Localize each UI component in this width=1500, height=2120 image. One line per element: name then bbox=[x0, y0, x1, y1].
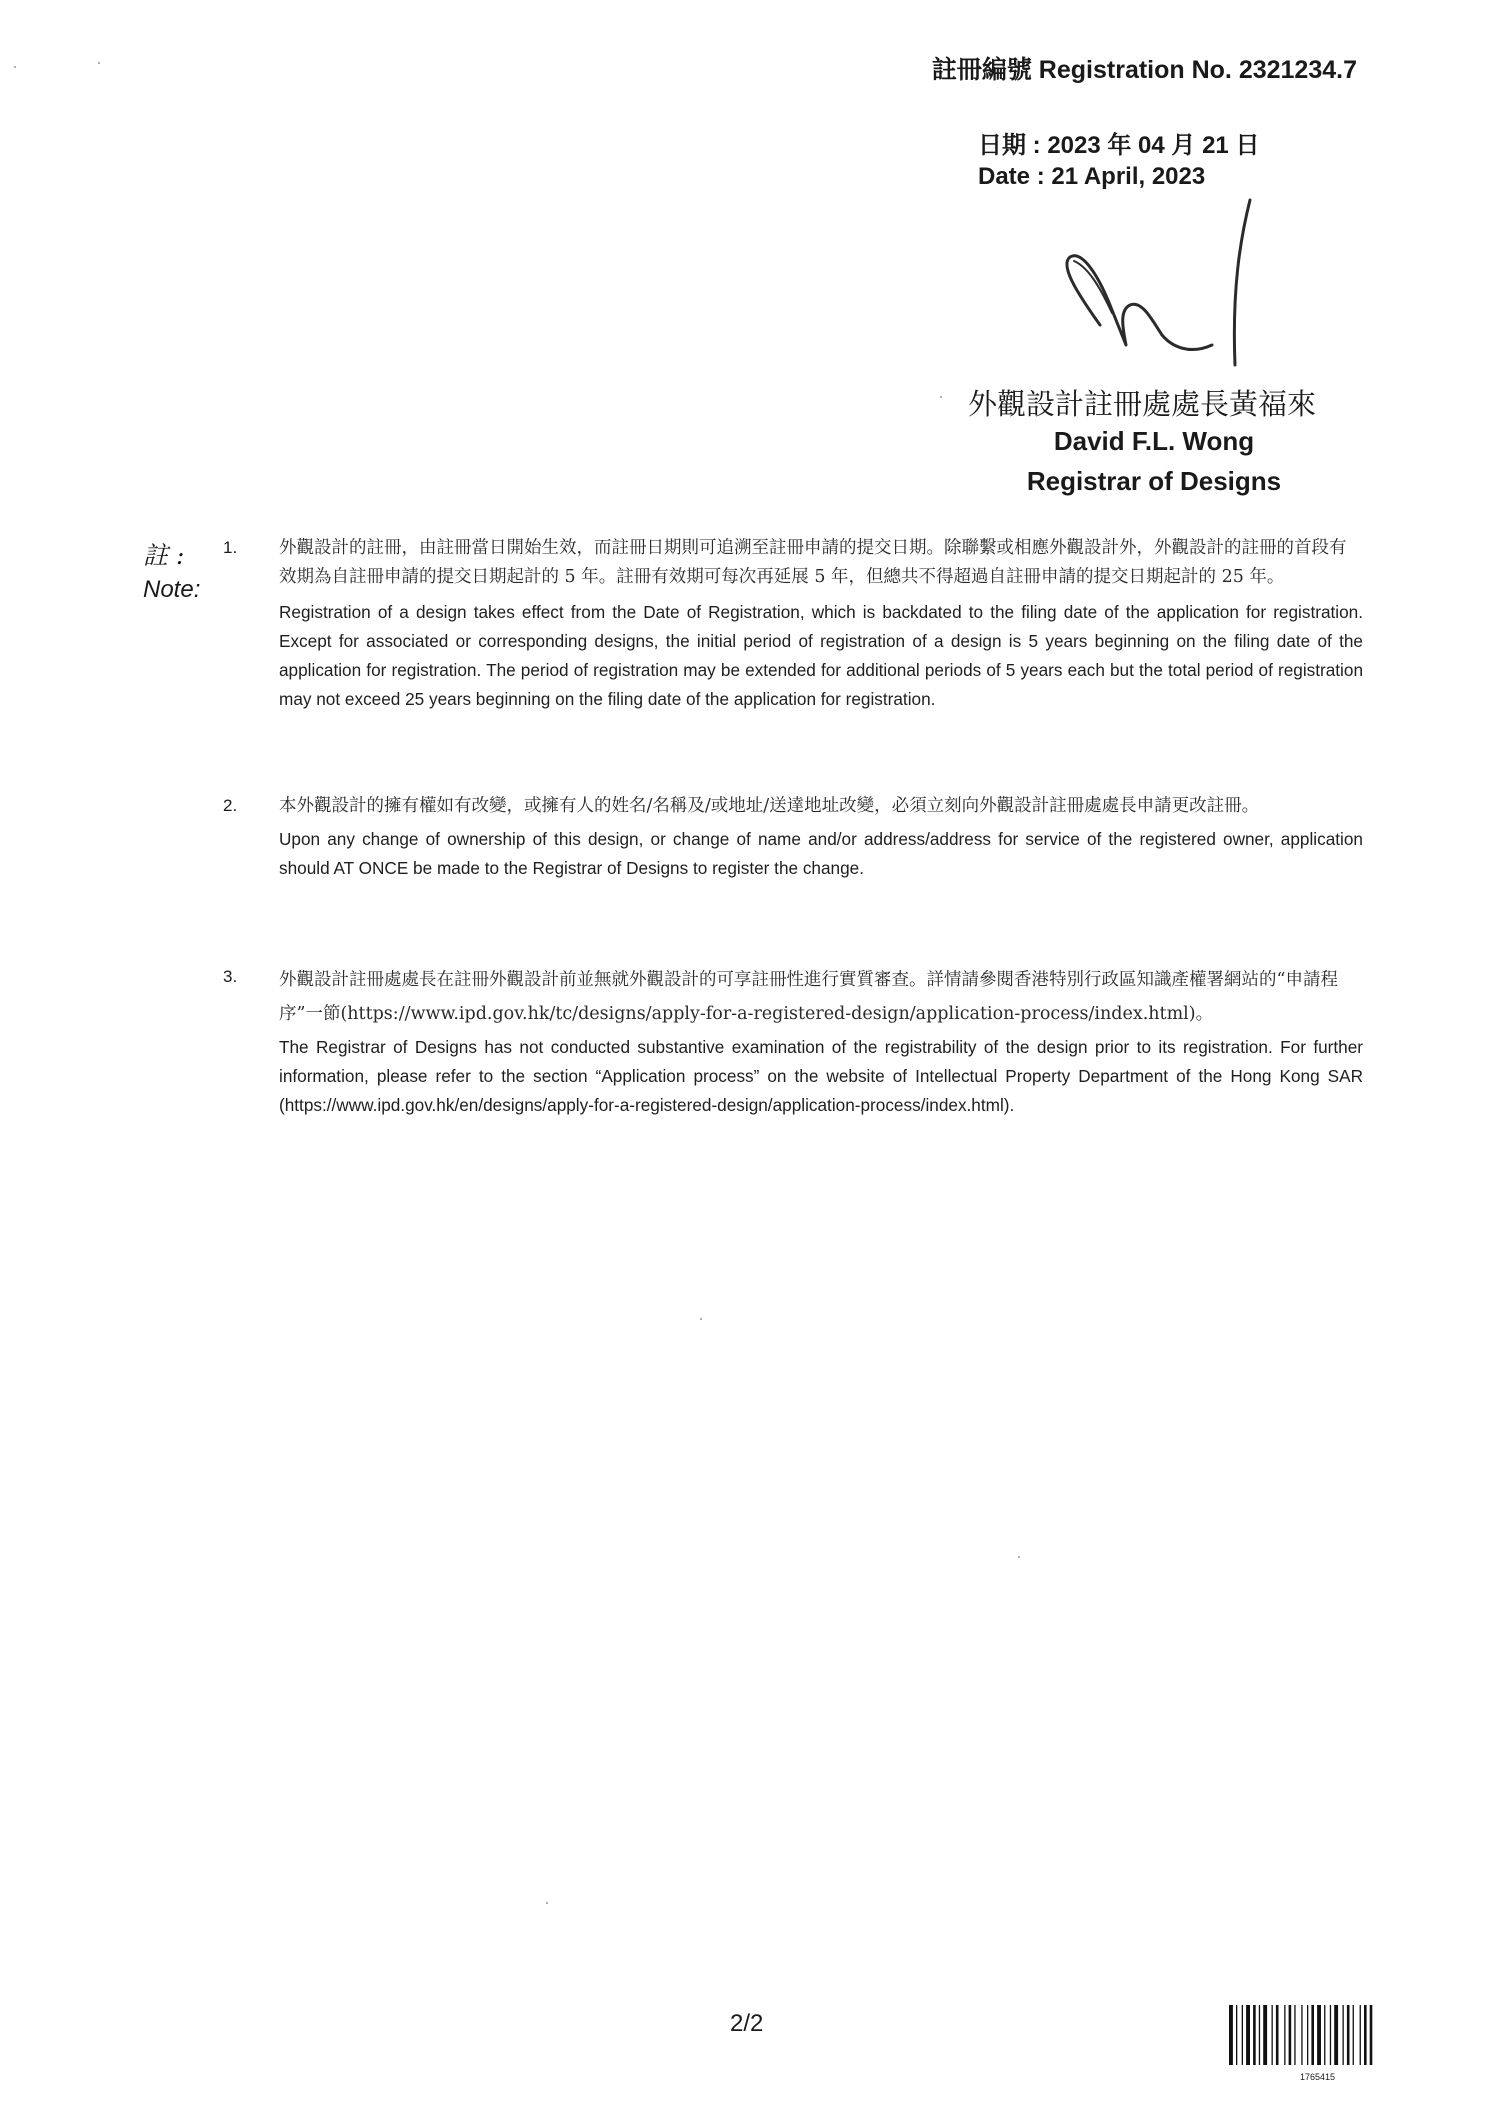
barcode-bar bbox=[1330, 2005, 1331, 2065]
note-text-english: Upon any change of ownership of this design, or change of name and/or address/address for service of the registered owner, application should AT ONCE be made to the Registrar of Designs to register the change. bbox=[279, 829, 1363, 878]
barcode-bar bbox=[1343, 2005, 1344, 2065]
barcode-bar bbox=[1229, 2005, 1233, 2065]
scan-speck bbox=[700, 1318, 702, 1320]
note-label-english: Note: bbox=[143, 576, 201, 603]
scan-speck bbox=[14, 66, 16, 68]
barcode-number: 1765415 bbox=[1300, 2072, 1336, 2082]
barcode-bar bbox=[1289, 2005, 1292, 2065]
barcode-bar bbox=[1347, 2005, 1350, 2065]
registrar-signature bbox=[1040, 195, 1280, 380]
note-label-chinese: 註 : bbox=[143, 541, 185, 570]
scan-speck bbox=[98, 62, 100, 64]
note-text-english: The Registrar of Designs has not conducted substantive examination of the registrability of the design prior to its registration. For further information, please refer to the section “Application process” on the website of Intellectual Property Department of the Hong Kong SAR (https://www.ipd.gov.hk/en/designs/apply-for-a-registered-design/application-process/index.html). bbox=[279, 1037, 1363, 1115]
note-text-english: Registration of a design takes effect from the Date of Registration, which is backdated to the filing date of the application for registration. Except for associated or corresponding designs, the initial period of registration of a design is 5 years beginning on the filing date of the application for registration. The period of registration may be extended for additional periods of 5 years each but the total period of registration may not exceed 25 years beginning on the filing date of the application for registration. bbox=[279, 602, 1363, 709]
barcode-bar bbox=[1311, 2005, 1314, 2065]
barcode-bar bbox=[1334, 2005, 1338, 2065]
barcode-bar bbox=[1360, 2005, 1361, 2065]
barcode-bar bbox=[1246, 2005, 1250, 2065]
barcode-bar bbox=[1307, 2005, 1308, 2065]
registrar-name: David F.L. Wong bbox=[1053, 426, 1255, 456]
barcode bbox=[1229, 2005, 1419, 2065]
registrar-title-chinese: 外觀設計註冊處處長黃福來 bbox=[968, 387, 1317, 421]
page-number: 2/2 bbox=[730, 2010, 764, 2037]
barcode-bar bbox=[1370, 2005, 1373, 2065]
barcode-bar bbox=[1324, 2005, 1325, 2065]
note-item-2 bbox=[223, 792, 1363, 883]
barcode-bar bbox=[1364, 2005, 1367, 2065]
note-number: 1. bbox=[223, 538, 238, 557]
barcode-bar bbox=[1301, 2005, 1302, 2065]
date-chinese: 日期 : 2023 年 04 月 21 日 bbox=[978, 132, 1260, 159]
barcode-bar bbox=[1242, 2005, 1243, 2065]
scan-speck bbox=[940, 396, 942, 398]
registration-number: 註冊編號 Registration No. 2321234.7 bbox=[931, 56, 1357, 84]
note-text-chinese: 外觀設計的註冊，由註冊當日開始生效，而註冊日期則可追溯至註冊申請的提交日期。除聯繫或相應外觀設計外，外觀設計的註冊的首段有效期為自註冊申請的提交日期起計的 5 年。註冊有效期可每次再延展 5 年，但總共不得超過自註冊申請的提交日期起計的 25 年。 bbox=[279, 538, 1347, 587]
note-text-chinese: 本外觀設計的擁有權如有改變，或擁有人的姓名/名稱及/或地址/送達地址改變，必須立刻向外觀設計註冊處處長申請更改註冊。 bbox=[279, 796, 1260, 816]
barcode-bar bbox=[1272, 2005, 1273, 2065]
barcode-bar bbox=[1259, 2005, 1260, 2065]
barcode-bar bbox=[1284, 2005, 1285, 2065]
barcode-bar bbox=[1236, 2005, 1237, 2065]
barcode-bar bbox=[1263, 2005, 1267, 2065]
date-english: Date : 21 April, 2023 bbox=[978, 163, 1206, 190]
barcode-bar bbox=[1353, 2005, 1354, 2065]
barcode-bar bbox=[1294, 2005, 1295, 2065]
scan-speck bbox=[546, 1902, 548, 1904]
barcode-bar bbox=[1317, 2005, 1321, 2065]
note-number: 3. bbox=[223, 967, 238, 986]
barcode-bar bbox=[1276, 2005, 1279, 2065]
note-text-chinese: 外觀設計註冊處處長在註冊外觀設計前並無就外觀設計的可享註冊性進行實質審查。詳情請參閱香港特別行政區知識產權署網站的“申請程序”一節(https://www.ipd.gov.hk/tc/designs/apply-for-a-registered-design/application-process/index.html)。 bbox=[279, 970, 1338, 1024]
registrar-title-english: Registrar of Designs bbox=[1026, 466, 1282, 496]
note-item-1 bbox=[223, 534, 1363, 714]
note-number: 2. bbox=[223, 796, 238, 815]
barcode-bar bbox=[1253, 2005, 1256, 2065]
scan-speck bbox=[1018, 1556, 1020, 1558]
note-item-3 bbox=[223, 963, 1363, 1120]
